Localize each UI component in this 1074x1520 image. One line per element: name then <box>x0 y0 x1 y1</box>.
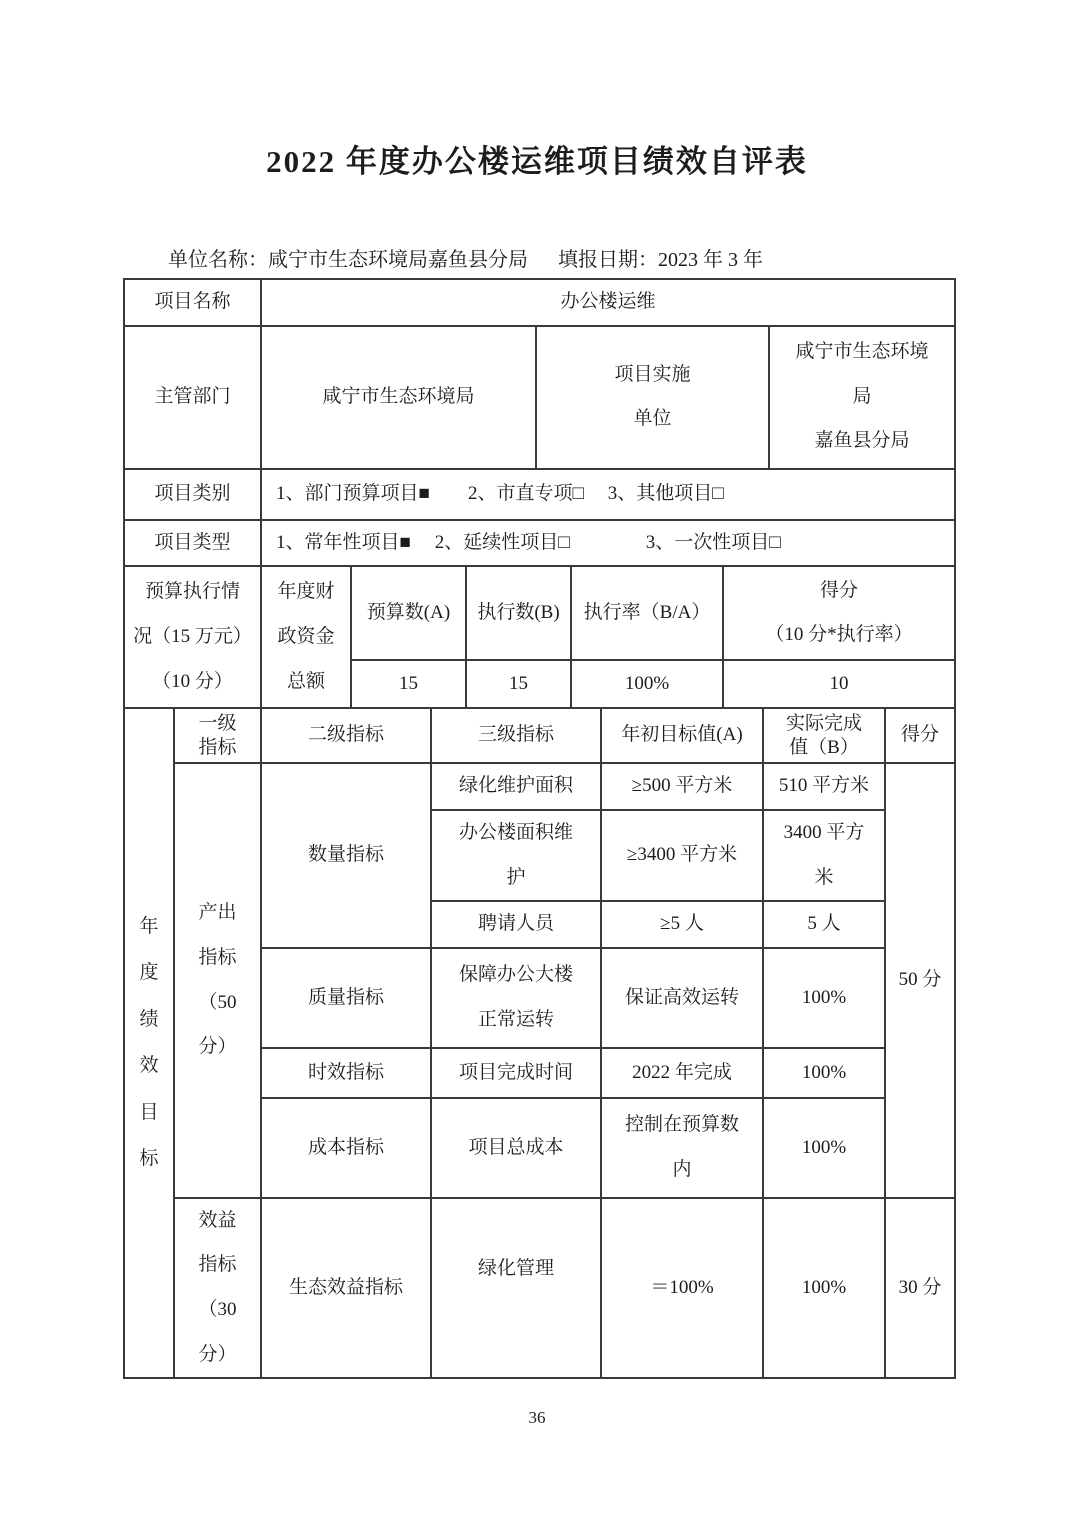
table-row <box>124 1198 955 1379</box>
level3-header: 三级指标 <box>431 708 601 763</box>
dept-value: 咸宁市生态环境局 <box>261 326 536 469</box>
unit-name-text: 单位名称：咸宁市生态环境局嘉鱼县分局 <box>168 249 528 271</box>
time-actual: 100% <box>763 1048 885 1098</box>
indicators-table <box>123 707 956 1379</box>
project-info-table <box>123 278 956 567</box>
annual-performance-side-label: 年 度 绩 效 目 标 <box>124 708 174 1378</box>
table-row <box>124 326 955 469</box>
hired-staff-target: ≥5 人 <box>601 901 763 948</box>
target-header: 年初目标值(A) <box>601 708 763 763</box>
hired-staff-actual: 5 人 <box>763 901 885 948</box>
type-label: 项目类型 <box>124 520 261 567</box>
table-row <box>124 469 955 520</box>
quality-actual: 100% <box>763 948 885 1048</box>
table-row <box>124 708 955 763</box>
exec-b-header: 执行数(B) <box>466 566 571 660</box>
quality-l3: 保障办公大楼 正常运转 <box>431 948 601 1048</box>
table-row <box>124 763 955 810</box>
exec-rate-value: 100% <box>571 660 723 708</box>
cost-target: 控制在预算数 内 <box>601 1098 763 1198</box>
table-row <box>124 566 955 660</box>
actual-header: 实际完成 值（B） <box>763 708 885 763</box>
level2-header: 二级指标 <box>261 708 431 763</box>
category-checkbox-row: 1、部门预算项目■ 2、市直专项□ 3、其他项目□ <box>261 469 955 520</box>
exec-rate-header: 执行率（B/A） <box>571 566 723 660</box>
category-label: 项目类别 <box>124 469 261 520</box>
report-date-text: 填报日期：2023 年 3 年 <box>558 249 763 271</box>
budget-score-value: 10 <box>723 660 955 708</box>
eco-benefit-target: ＝100% <box>601 1198 763 1379</box>
greening-management-l3: 绿化管理 <box>431 1198 601 1379</box>
budget-execution-table <box>123 565 956 709</box>
level1-header: 一级 指标 <box>174 708 261 763</box>
exec-b-value: 15 <box>466 660 571 708</box>
greening-area-target: ≥500 平方米 <box>601 763 763 810</box>
table-row <box>124 279 955 326</box>
dept-label: 主管部门 <box>124 326 261 469</box>
time-target: 2022 年完成 <box>601 1048 763 1098</box>
annual-fund-label: 年度财 政资金 总额 <box>261 566 351 708</box>
budget-section-label: 预算执行情 况（15 万元） （10 分） <box>124 566 261 708</box>
building-area-target: ≥3400 平方米 <box>601 810 763 901</box>
budget-a-value: 15 <box>351 660 466 708</box>
project-name-label: 项目名称 <box>124 279 261 326</box>
score-header: 得分 <box>885 708 955 763</box>
table-row <box>124 520 955 567</box>
building-area-actual: 3400 平方 米 <box>763 810 885 901</box>
page-number: 36 <box>528 1408 546 1427</box>
document-title: 2022 年度办公楼运维项目绩效自评表 <box>266 144 808 179</box>
info-line <box>168 243 763 272</box>
benefit-score: 30 分 <box>885 1198 955 1379</box>
cost-actual: 100% <box>763 1098 885 1198</box>
quantity-indicator-label: 数量指标 <box>261 763 431 948</box>
greening-area-l3: 绿化维护面积 <box>431 763 601 810</box>
eco-benefit-actual: 100% <box>763 1198 885 1379</box>
project-name-value: 办公楼运维 <box>261 279 955 326</box>
budget-a-header: 预算数(A) <box>351 566 466 660</box>
output-score: 50 分 <box>885 763 955 1198</box>
cost-indicator-label: 成本指标 <box>261 1098 431 1198</box>
eco-benefit-label: 生态效益指标 <box>261 1198 431 1379</box>
quality-indicator-label: 质量指标 <box>261 948 431 1048</box>
type-checkbox-row: 1、常年性项目■ 2、延续性项目□ 3、一次性项目□ <box>261 520 955 567</box>
greening-area-actual: 510 平方米 <box>763 763 885 810</box>
benefit-indicator-label: 效益 指标 （30 分） <box>174 1198 261 1379</box>
building-area-l3: 办公楼面积维 护 <box>431 810 601 901</box>
budget-score-header: 得分 （10 分*执行率） <box>723 566 955 660</box>
time-l3: 项目完成时间 <box>431 1048 601 1098</box>
hired-staff-l3: 聘请人员 <box>431 901 601 948</box>
impl-unit-value: 咸宁市生态环境 局 嘉鱼县分局 <box>769 326 955 469</box>
time-indicator-label: 时效指标 <box>261 1048 431 1098</box>
cost-l3: 项目总成本 <box>431 1098 601 1198</box>
quality-target: 保证高效运转 <box>601 948 763 1048</box>
self-evaluation-table <box>123 278 954 1379</box>
output-indicator-label: 产出 指标 （50 分） <box>174 763 261 1198</box>
impl-unit-label: 项目实施 单位 <box>536 326 769 469</box>
